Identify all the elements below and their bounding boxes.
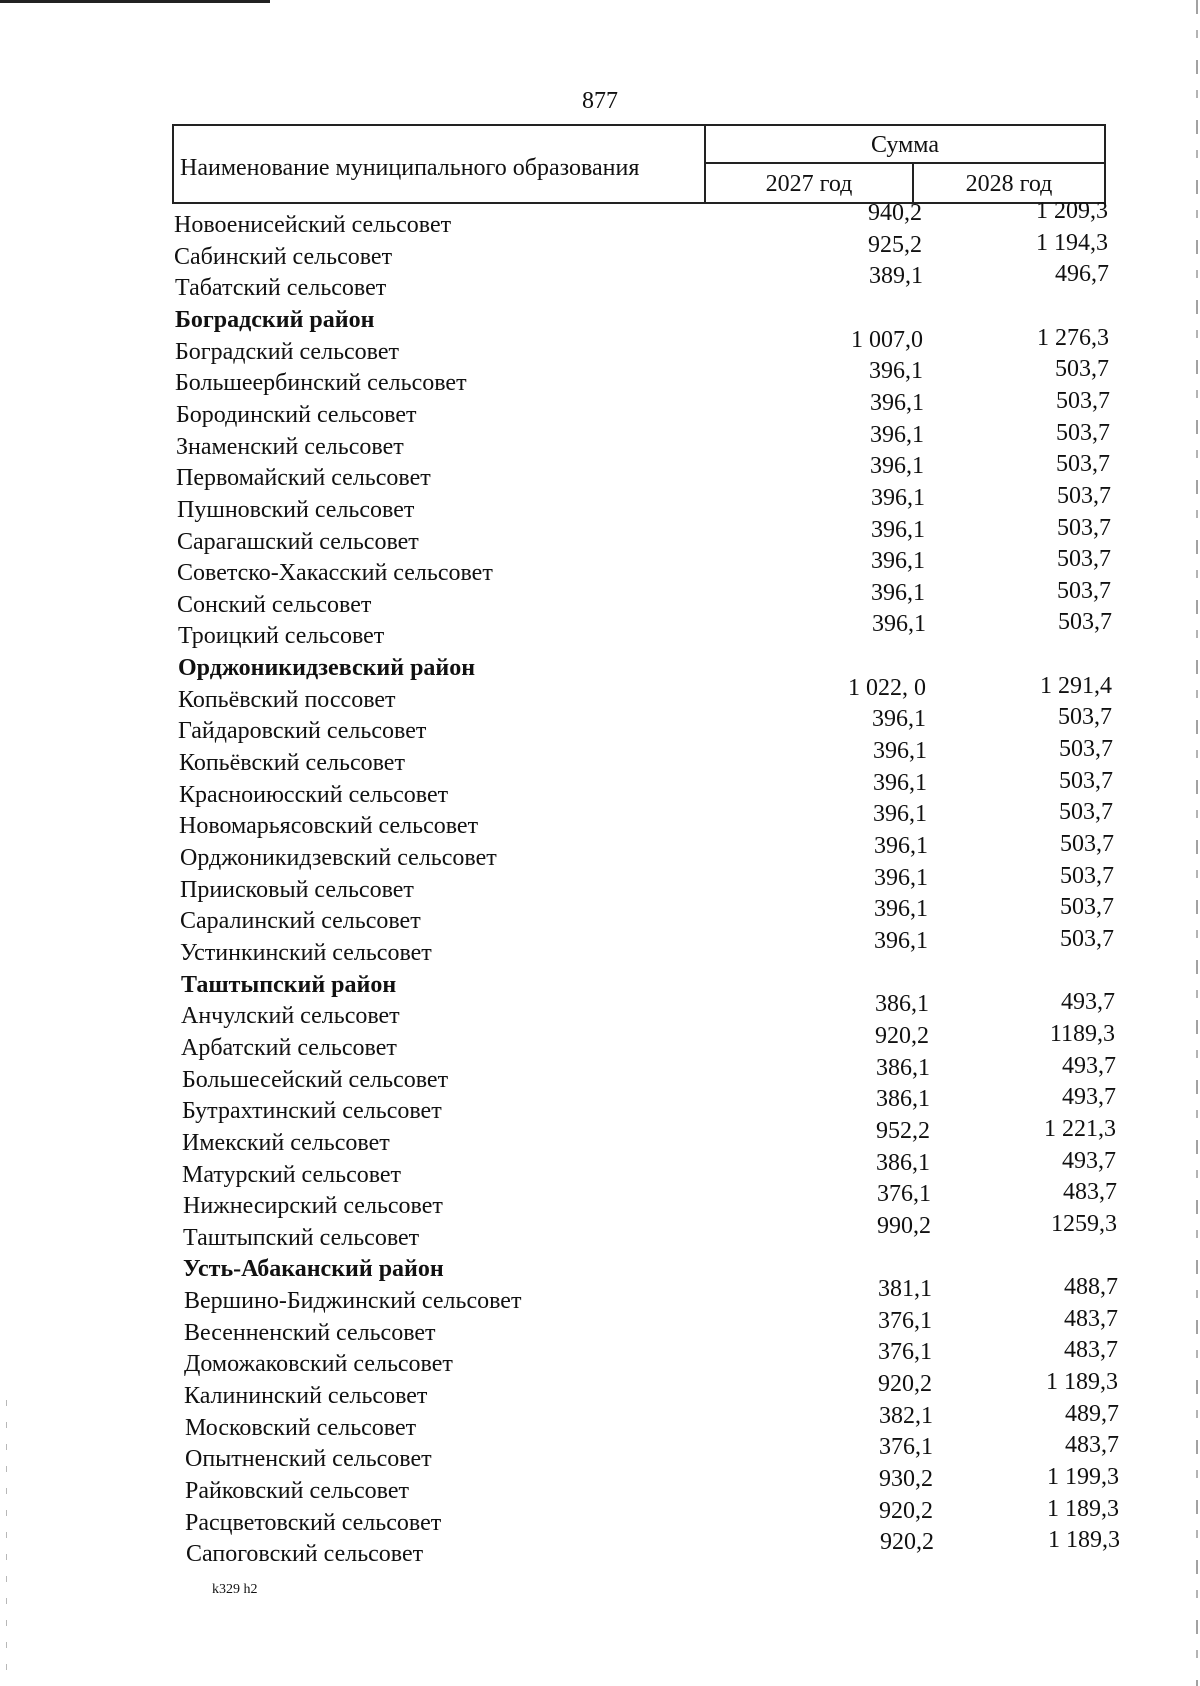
value-2027: 382,1 xyxy=(879,1403,933,1429)
value-2027: 920,2 xyxy=(879,1498,933,1524)
municipality-name: Калининский сельсовет xyxy=(184,1383,428,1409)
value-2028: 503,7 xyxy=(1060,926,1114,952)
column-header-2027: 2027 год xyxy=(706,164,914,202)
municipality-name: Орджоникидзевский сельсовет xyxy=(180,845,497,871)
value-2028: 488,7 xyxy=(1064,1274,1118,1300)
district-name: Усть-Абаканский район xyxy=(183,1256,444,1282)
municipality-name: Расцветовский сельсовет xyxy=(185,1510,442,1536)
value-2027: 396,1 xyxy=(870,453,924,479)
table-row xyxy=(0,1211,1200,1256)
document-code: k329 h2 xyxy=(212,1582,258,1597)
value-2028: 1189,3 xyxy=(1049,1021,1115,1047)
value-2028: 1 189,3 xyxy=(1046,1369,1118,1395)
value-2028: 483,7 xyxy=(1065,1432,1119,1458)
municipality-name: Устинкинский сельсовет xyxy=(180,940,432,966)
value-2028: 503,7 xyxy=(1060,894,1114,920)
value-2027: 386,1 xyxy=(876,1055,930,1081)
district-name: Таштыпский район xyxy=(181,972,397,998)
value-2027: 396,1 xyxy=(871,517,925,543)
value-2027: 1 022, 0 xyxy=(848,675,926,701)
municipality-name: Сарагашский сельсовет xyxy=(177,529,419,555)
column-header-sum: Сумма xyxy=(706,126,1104,164)
value-2028: 493,7 xyxy=(1062,1053,1116,1079)
municipality-name: Табатский сельсовет xyxy=(175,275,387,301)
value-2028: 1 221,3 xyxy=(1044,1116,1116,1142)
municipality-name: Большеербинский сельсовет xyxy=(175,370,467,396)
value-2027: 920,2 xyxy=(880,1529,934,1555)
municipality-name: Саралинский сельсовет xyxy=(180,908,421,934)
value-2028: 1259,3 xyxy=(1051,1211,1117,1237)
municipality-name: Первомайский сельсовет xyxy=(176,465,431,491)
municipality-name: Приисковый сельсовет xyxy=(180,877,414,903)
municipality-name: Знаменский сельсовет xyxy=(176,434,404,460)
value-2027: 386,1 xyxy=(876,1086,930,1112)
value-2027: 396,1 xyxy=(871,485,925,511)
value-2027: 389,1 xyxy=(869,263,923,289)
value-2028: 1 194,3 xyxy=(1036,230,1108,256)
municipality-name: Имекский сельсовет xyxy=(182,1130,390,1156)
value-2027: 386,1 xyxy=(876,1150,930,1176)
value-2028: 493,7 xyxy=(1062,1084,1116,1110)
municipality-name: Бутрахтинский сельсовет xyxy=(182,1098,442,1124)
value-2027: 396,1 xyxy=(870,390,924,416)
value-2027: 396,1 xyxy=(869,358,923,384)
value-2027: 396,1 xyxy=(872,611,926,637)
municipality-name: Сабинский сельсовет xyxy=(174,244,393,270)
value-2028: 493,7 xyxy=(1062,1148,1116,1174)
municipality-name: Гайдаровский сельсовет xyxy=(178,718,427,744)
value-2028: 503,7 xyxy=(1058,609,1112,635)
page-number: 877 xyxy=(582,88,618,114)
value-2028: 503,7 xyxy=(1059,736,1113,762)
value-2028: 1 199,3 xyxy=(1047,1464,1119,1490)
value-2027: 396,1 xyxy=(872,706,926,732)
district-name: Орджоникидзевский район xyxy=(178,655,476,681)
municipality-name: Доможаковский сельсовет xyxy=(184,1351,453,1377)
value-2027: 396,1 xyxy=(874,833,928,859)
municipality-name: Троицкий сельсовет xyxy=(178,623,385,649)
value-2027: 396,1 xyxy=(873,801,927,827)
municipality-name: Пушновский сельсовет xyxy=(177,497,415,523)
value-2027: 940,2 xyxy=(868,200,922,226)
table-row xyxy=(0,926,1200,971)
column-header-2028: 2028 год xyxy=(965,171,1053,197)
municipality-name: Копьёвский поссовет xyxy=(178,687,396,713)
value-2028: 483,7 xyxy=(1064,1306,1118,1332)
municipality-name: Вершино-Биджинский сельсовет xyxy=(184,1288,522,1314)
table-row xyxy=(0,609,1200,654)
value-2027: 376,1 xyxy=(877,1181,931,1207)
column-header-name: Наименование муниципального образования xyxy=(174,126,706,202)
municipality-name: Новомарьясовский сельсовет xyxy=(179,813,479,839)
district-name: Боградский район xyxy=(175,307,375,333)
value-2027: 396,1 xyxy=(871,548,925,574)
municipality-name: Нижнесирский сельсовет xyxy=(183,1193,443,1219)
value-2028: 503,7 xyxy=(1059,799,1113,825)
municipality-name: Московский сельсовет xyxy=(185,1415,417,1441)
value-2027: 396,1 xyxy=(874,896,928,922)
value-2028: 503,7 xyxy=(1057,578,1111,604)
value-2027: 920,2 xyxy=(875,1023,929,1049)
value-2028: 503,7 xyxy=(1060,831,1114,857)
table-row xyxy=(0,1527,1200,1572)
value-2027: 1 007,0 xyxy=(851,327,923,353)
value-2027: 381,1 xyxy=(878,1276,932,1302)
value-2027: 386,1 xyxy=(875,991,929,1017)
value-2028: 1 189,3 xyxy=(1047,1496,1119,1522)
value-2028: 483,7 xyxy=(1063,1179,1117,1205)
municipality-name: Боградский сельсовет xyxy=(175,339,399,365)
value-2027: 376,1 xyxy=(878,1339,932,1365)
value-2027: 925,2 xyxy=(868,232,922,258)
value-2028: 503,7 xyxy=(1055,356,1109,382)
municipality-name: Опытненский сельсовет xyxy=(185,1446,432,1472)
municipality-name: Таштыпский сельсовет xyxy=(183,1225,420,1251)
value-2027: 990,2 xyxy=(877,1213,931,1239)
value-2028: 489,7 xyxy=(1065,1401,1119,1427)
municipality-name: Матурский сельсовет xyxy=(182,1162,402,1188)
municipality-name: Сапоговский сельсовет xyxy=(186,1541,424,1567)
municipality-name: Арбатский сельсовет xyxy=(181,1035,397,1061)
municipality-name: Райковский сельсовет xyxy=(185,1478,409,1504)
value-2027: 930,2 xyxy=(879,1466,933,1492)
value-2027: 376,1 xyxy=(878,1308,932,1334)
municipality-name: Советско-Хакасский сельсовет xyxy=(177,560,493,586)
value-2027: 396,1 xyxy=(873,770,927,796)
value-2028: 503,7 xyxy=(1058,704,1112,730)
value-2028: 503,7 xyxy=(1060,863,1114,889)
value-2028: 1 189,3 xyxy=(1048,1527,1120,1553)
municipality-name: Красноиюсский сельсовет xyxy=(179,782,449,808)
value-2027: 396,1 xyxy=(870,422,924,448)
table-row xyxy=(0,261,1200,306)
municipality-name: Копьёвский сельсовет xyxy=(179,750,405,776)
value-2028: 503,7 xyxy=(1056,451,1110,477)
value-2027: 920,2 xyxy=(878,1371,932,1397)
value-2027: 396,1 xyxy=(874,928,928,954)
value-2028: 503,7 xyxy=(1057,546,1111,572)
value-2028: 503,7 xyxy=(1056,420,1110,446)
municipality-name: Большесейский сельсовет xyxy=(182,1067,449,1093)
value-2028: 1 276,3 xyxy=(1037,325,1109,351)
municipality-name: Бородинский сельсовет xyxy=(176,402,417,428)
value-2028: 503,7 xyxy=(1056,388,1110,414)
value-2028: 493,7 xyxy=(1061,989,1115,1015)
value-2028: 1 291,4 xyxy=(1040,673,1112,699)
value-2027: 396,1 xyxy=(873,738,927,764)
value-2027: 376,1 xyxy=(879,1434,933,1460)
municipality-name: Сонский сельсовет xyxy=(177,592,372,618)
municipality-name: Весенненский сельсовет xyxy=(184,1320,436,1346)
value-2028: 1 209,3 xyxy=(1036,198,1108,224)
value-2027: 396,1 xyxy=(871,580,925,606)
municipality-name: Анчулский сельсовет xyxy=(181,1003,400,1029)
value-2028: 503,7 xyxy=(1057,483,1111,509)
value-2027: 952,2 xyxy=(876,1118,930,1144)
value-2027: 396,1 xyxy=(874,865,928,891)
municipality-name: Новоенисейский сельсовет xyxy=(174,212,452,238)
value-2028: 496,7 xyxy=(1055,261,1109,287)
value-2028: 503,7 xyxy=(1059,768,1113,794)
value-2028: 503,7 xyxy=(1057,515,1111,541)
value-2028: 483,7 xyxy=(1064,1337,1118,1363)
